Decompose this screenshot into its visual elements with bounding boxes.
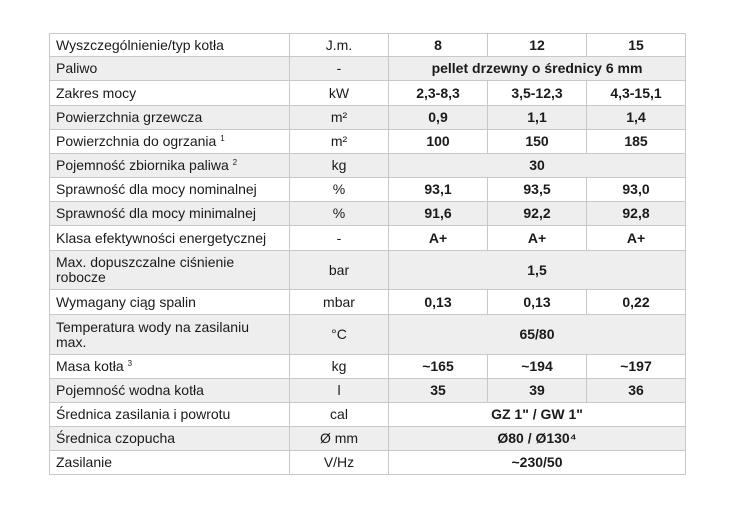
row-value-15: A+ bbox=[587, 226, 686, 251]
row-value-15: 185 bbox=[587, 130, 686, 154]
row-param bbox=[50, 202, 290, 226]
row-param-label: Sprawność dla mocy minimalnej bbox=[56, 205, 256, 221]
row-unit: bar bbox=[290, 251, 389, 290]
row-param-label: Sprawność dla mocy nominalnej bbox=[56, 181, 257, 197]
row-param bbox=[50, 81, 290, 106]
row-unit: Ø mm bbox=[290, 427, 389, 451]
table-row bbox=[50, 427, 686, 451]
row-param-label: Zakres mocy bbox=[56, 84, 137, 101]
header-model-8: 8 bbox=[389, 34, 488, 57]
row-value-8: 91,6 bbox=[389, 202, 488, 226]
row-value-8: ~165 bbox=[389, 355, 488, 379]
table-row bbox=[50, 130, 686, 154]
row-param bbox=[50, 379, 290, 403]
row-param-label: Klasa efektywności energetycznej bbox=[56, 229, 267, 246]
row-value-8: 100 bbox=[389, 130, 488, 154]
row-value-12: 93,5 bbox=[488, 178, 587, 202]
header-param: Wyszczególnienie/typ kotła bbox=[50, 34, 290, 57]
boiler-spec-table bbox=[49, 33, 686, 475]
row-value-12: 0,13 bbox=[488, 290, 587, 315]
row-unit: cal bbox=[290, 403, 389, 427]
row-param-label: Temperatura wody na zasilaniu max. bbox=[56, 318, 249, 350]
row-value-8: 93,1 bbox=[389, 178, 488, 202]
row-unit: - bbox=[290, 57, 389, 81]
table-row bbox=[50, 178, 686, 202]
row-param bbox=[50, 290, 290, 315]
row-unit: % bbox=[290, 202, 389, 226]
row-param-label: Paliwo bbox=[56, 60, 98, 76]
row-value-merged: 65/80 bbox=[389, 315, 686, 355]
header-unit: J.m. bbox=[290, 34, 389, 57]
table-row bbox=[50, 57, 686, 81]
row-value-15: 36 bbox=[587, 379, 686, 403]
header-model-15: 15 bbox=[587, 34, 686, 57]
footnote-marker: 1 bbox=[220, 134, 225, 143]
row-param bbox=[50, 355, 290, 379]
row-value-12: ~194 bbox=[488, 355, 587, 379]
row-param-label: Średnica czopucha bbox=[56, 430, 176, 446]
row-param bbox=[50, 154, 290, 178]
row-param bbox=[50, 427, 290, 451]
row-value-15: 92,8 bbox=[587, 202, 686, 226]
row-param-label: Masa kotła bbox=[56, 358, 124, 374]
row-unit: l bbox=[290, 379, 389, 403]
row-unit: m² bbox=[290, 130, 389, 154]
table-row bbox=[50, 226, 686, 251]
table-row bbox=[50, 154, 686, 178]
row-unit: % bbox=[290, 178, 389, 202]
row-value-8: 2,3-8,3 bbox=[389, 81, 488, 106]
row-value-merged: GZ 1" / GW 1" bbox=[389, 403, 686, 427]
header-model-12: 12 bbox=[488, 34, 587, 57]
table-row bbox=[50, 251, 686, 290]
row-value-12: A+ bbox=[488, 226, 587, 251]
row-param bbox=[50, 315, 290, 355]
row-value-12: 39 bbox=[488, 379, 587, 403]
row-unit: kg bbox=[290, 154, 389, 178]
row-value-merged: 1,5 bbox=[389, 251, 686, 290]
row-param bbox=[50, 226, 290, 251]
row-unit: - bbox=[290, 226, 389, 251]
row-value-12: 150 bbox=[488, 130, 587, 154]
table-header-row bbox=[50, 34, 686, 57]
row-value-8: A+ bbox=[389, 226, 488, 251]
row-value-8: 0,13 bbox=[389, 290, 488, 315]
row-value-15: 4,3-15,1 bbox=[587, 81, 686, 106]
row-value-merged: ~230/50 bbox=[389, 451, 686, 475]
table-row bbox=[50, 106, 686, 130]
row-value-15: 93,0 bbox=[587, 178, 686, 202]
footnote-marker: 2 bbox=[232, 158, 238, 167]
row-value-12: 3,5-12,3 bbox=[488, 81, 587, 106]
row-param-label: Powierzchnia do ogrzania bbox=[56, 133, 217, 149]
row-param bbox=[50, 403, 290, 427]
table-row bbox=[50, 81, 686, 106]
row-value-15: 1,4 bbox=[587, 106, 686, 130]
table-row bbox=[50, 202, 686, 226]
row-unit: kW bbox=[290, 81, 389, 106]
row-param bbox=[50, 251, 290, 290]
row-value-15: 0,22 bbox=[587, 290, 686, 315]
table-row bbox=[50, 403, 686, 427]
row-unit: mbar bbox=[290, 290, 389, 315]
row-param-label: Pojemność zbiornika paliwa bbox=[56, 157, 229, 173]
row-value-8: 0,9 bbox=[389, 106, 488, 130]
row-unit: V/Hz bbox=[290, 451, 389, 475]
row-param-label: Wymagany ciąg spalin bbox=[56, 293, 196, 310]
table-row bbox=[50, 315, 686, 355]
row-param-label: Powierzchnia grzewcza bbox=[56, 109, 203, 125]
row-param bbox=[50, 130, 290, 154]
row-param-label: Średnica zasilania i powrotu bbox=[56, 406, 231, 422]
row-param-label: Pojemność wodna kotła bbox=[56, 382, 204, 398]
row-param bbox=[50, 178, 290, 202]
table-row bbox=[50, 290, 686, 315]
row-unit: m² bbox=[290, 106, 389, 130]
row-param-label: Max. dopuszczalne ciśnienie robocze bbox=[56, 254, 235, 285]
row-param-label: Zasilanie bbox=[56, 454, 113, 470]
row-value-merged: Ø80 / Ø130⁴ bbox=[389, 427, 686, 451]
row-param bbox=[50, 451, 290, 475]
row-value-8: 35 bbox=[389, 379, 488, 403]
table-row bbox=[50, 451, 686, 475]
table-row bbox=[50, 355, 686, 379]
row-param bbox=[50, 57, 290, 81]
row-unit: kg bbox=[290, 355, 389, 379]
row-value-merged: 30 bbox=[389, 154, 686, 178]
table-row bbox=[50, 379, 686, 403]
row-value-merged: pellet drzewny o średnicy 6 mm bbox=[389, 57, 686, 81]
row-value-15: ~197 bbox=[587, 355, 686, 379]
row-unit: °C bbox=[290, 315, 389, 355]
row-param bbox=[50, 106, 290, 130]
row-value-12: 92,2 bbox=[488, 202, 587, 226]
footnote-marker: 3 bbox=[127, 359, 133, 368]
row-value-12: 1,1 bbox=[488, 106, 587, 130]
